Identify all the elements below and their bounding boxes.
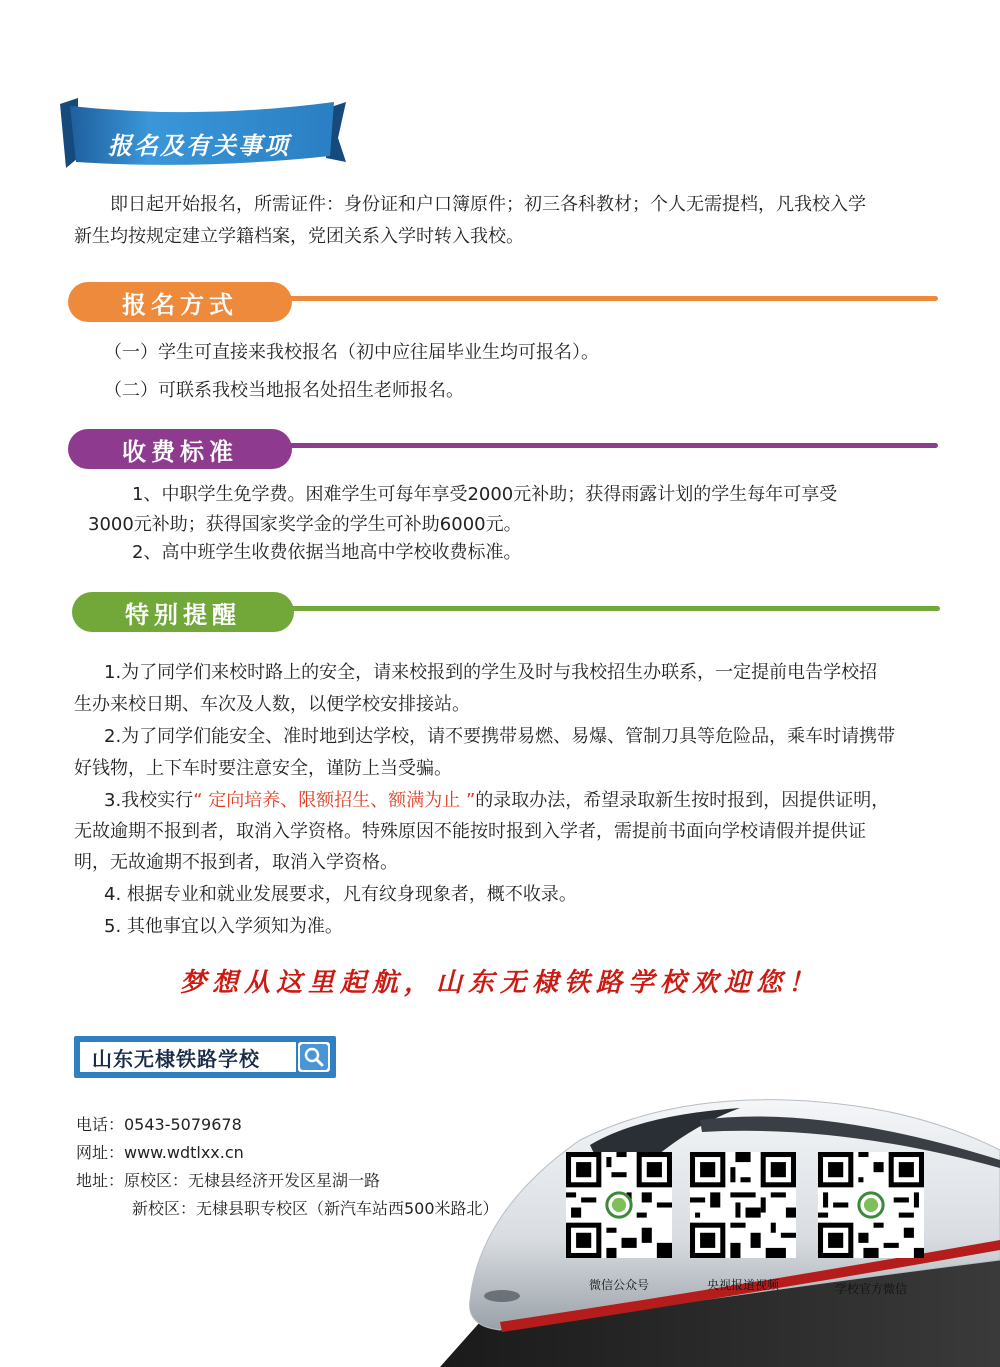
fees-item-1-line-1: 1、中职学生免学费。困难学生可每年享受2000元补助；获得雨露计划的学生每年可享受	[132, 484, 838, 505]
reminder-rule	[240, 606, 940, 611]
reminder-p1-line-1: 1.为了同学们来校时路上的安全，请来校报到的学生及时与我校招生办联系，一定提前电告学校招	[104, 662, 878, 683]
enroll-rule	[240, 296, 938, 301]
qr-caption-wechat-public: 微信公众号	[588, 1278, 649, 1292]
contact-address-old: 地址：原校区：无棣县经济开发区星湖一路	[76, 1171, 381, 1190]
section-header-reminder: 特别提醒	[72, 592, 294, 632]
qr-caption-cctv-video: 央视报道视频	[706, 1278, 779, 1292]
reminder-p2-line-2: 好钱物，上下车时要注意安全，谨防上当受骗。	[74, 758, 452, 779]
search-icon	[298, 1042, 330, 1072]
reminder-p2-line-1: 2.为了同学们能安全、准时地到达学校，请不要携带易燃、易爆、管制刀具等危险品，乘车时请携带	[104, 726, 896, 747]
qr-code-wechat-public	[566, 1152, 672, 1258]
reminder-p3-suffix: 的录取办法，希望录取新生按时报到，因提供证明，	[475, 790, 890, 811]
banner-title: 报名及有关事项	[108, 132, 290, 160]
section-header-enroll: 报名方式	[68, 282, 292, 322]
welcome-slogan: 梦想从这里起航，山东无棣铁路学校欢迎您！	[179, 968, 820, 998]
reminder-p3-line-2: 无故逾期不报到者，取消入学资格。特殊原因不能按时报到入学者，需提前书面向学校请假并提供证	[74, 821, 866, 842]
qr-code-official-wechat	[818, 1152, 924, 1258]
intro-line-2: 新生均按规定建立学籍档案，党团关系入学时转入我校。	[74, 226, 524, 247]
contact-phone: 电话：0543-5079678	[76, 1115, 242, 1134]
reminder-p3-line-1	[104, 784, 889, 817]
fees-item-1-line-2: 3000元补助；获得国家奖学金的学生可补助6000元。	[88, 514, 522, 535]
reminder-p3-line-3: 明，无故逾期不报到者，取消入学资格。	[74, 852, 398, 873]
enroll-item-2: （二）可联系我校当地报名处招生老师报名。	[104, 380, 464, 401]
reminder-p5: 5. 其他事宜以入学须知为准。	[104, 916, 343, 937]
enroll-item-1: （一）学生可直接来我校报名（初中应往届毕业生均可报名）。	[104, 342, 599, 363]
intro-line-1: 即日起开始报名，所需证件：身份证和户口簿原件；初三各科教材；个人无需提档，凡我校入学	[110, 194, 866, 215]
search-box[interactable]	[74, 1036, 336, 1078]
reminder-p4: 4. 根据专业和就业发展要求，凡有纹身现象者，概不收录。	[104, 884, 577, 905]
section-header-fees: 收费标准	[68, 429, 292, 469]
fees-item-2: 2、高中班学生收费依据当地高中学校收费标准。	[132, 542, 522, 563]
contact-address-new: 新校区：无棣县职专校区（新汽车站西500米路北）	[132, 1199, 499, 1218]
reminder-p3-highlight: “ 定向培养、限额招生、额满为止 ”	[193, 790, 476, 811]
qr-code-cctv-video	[690, 1152, 796, 1258]
contact-website[interactable]: 网址：www.wdtlxx.cn	[76, 1143, 244, 1162]
reminder-p1-line-2: 生办来校日期、车次及人数，以便学校安排接站。	[74, 694, 470, 715]
search-input[interactable]: 山东无棣铁路学校	[80, 1042, 296, 1072]
fees-rule	[240, 443, 938, 448]
qr-caption-official-wechat: 学校官方微信	[834, 1282, 907, 1296]
reminder-p3-prefix: 3.我校实行	[104, 790, 194, 811]
search-button[interactable]	[298, 1042, 330, 1072]
